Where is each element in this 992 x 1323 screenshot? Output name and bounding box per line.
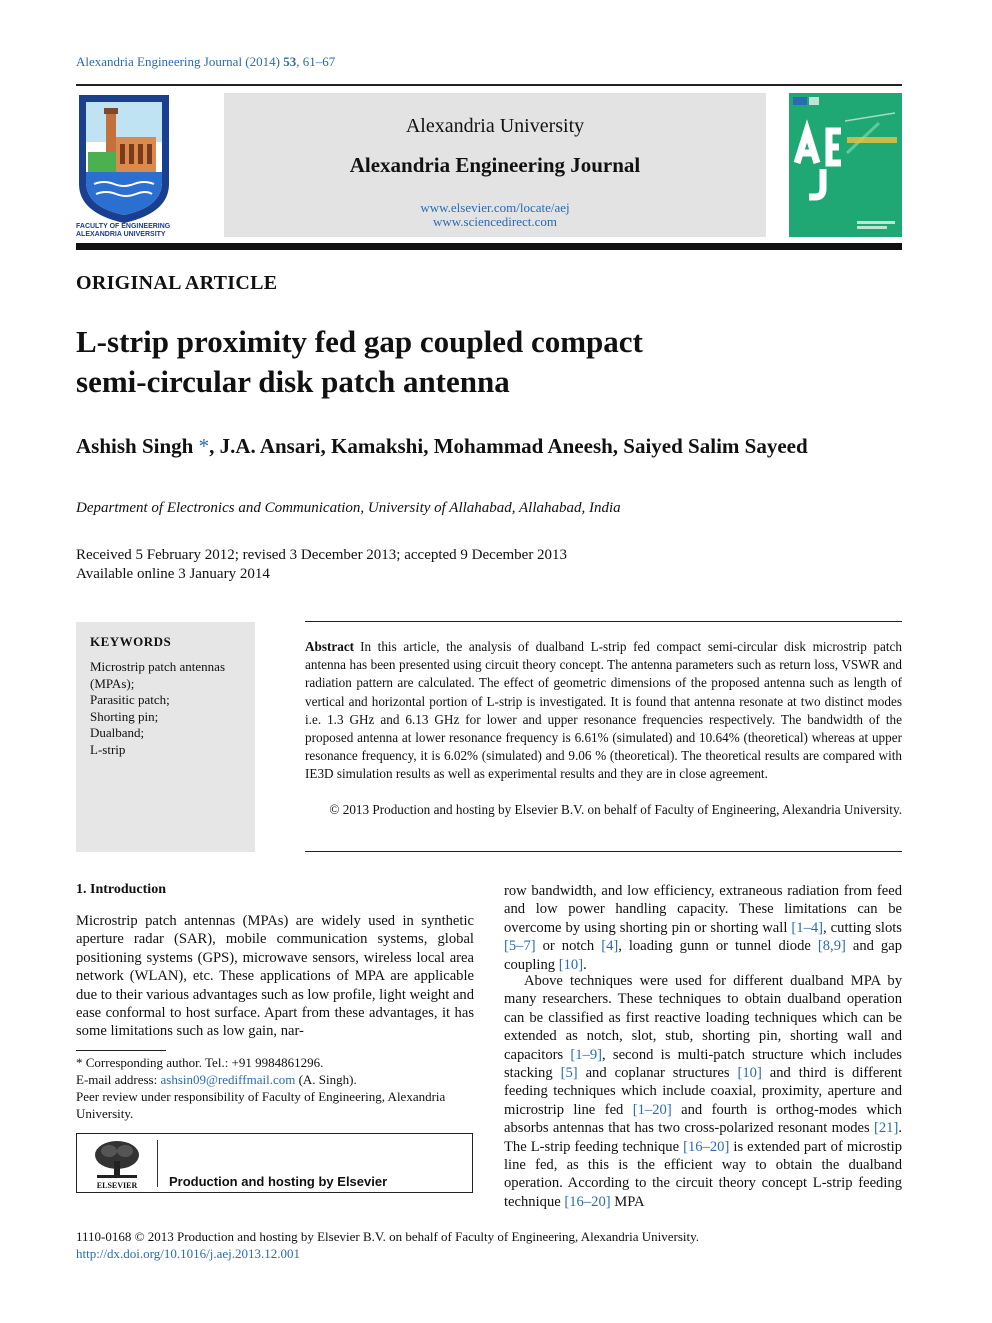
reference-link[interactable]: [5]	[560, 1065, 578, 1082]
abstract-top-rule	[305, 621, 902, 622]
text-run: and fourth is orthog-modes which absorbs antennas that has two cross-polarized resonant modes	[504, 1101, 902, 1137]
journal-cover-image	[789, 93, 902, 237]
faculty-of-engineering-logo	[76, 92, 172, 240]
text-run: and gap coupling	[504, 938, 902, 973]
received-dates: Received 5 February 2012; revised 3 December 2013; accepted 9 December 2013	[76, 547, 568, 563]
author-list	[76, 434, 808, 459]
email-label: E-mail address:	[76, 1072, 161, 1087]
journal-citation[interactable]	[76, 54, 335, 70]
citation-journal: Alexandria Engineering Journal (2014)	[76, 54, 280, 69]
text-run: , loading gunn or tunnel diode	[618, 938, 818, 955]
text-run: Above techniques were used for different dualband MPA by many researchers. These techniques to obtain dualband operation can be classified as first reactive loading techniques which can be extended as notch, slot, stub, shorting pin, shorting wall and capacitors	[504, 973, 902, 1063]
article-type: ORIGINAL ARTICLE	[76, 272, 278, 294]
affiliation: Department of Electronics and Communication, University of Allahabad, Allahabad, India	[76, 500, 621, 516]
keywords-title: KEYWORDS	[90, 634, 172, 649]
article-title	[76, 322, 836, 402]
keyword-item: Microstrip patch antennas (MPAs);	[90, 659, 226, 691]
text-run: and coplanar structures	[577, 1065, 738, 1082]
email-note	[76, 1071, 474, 1088]
keyword-item: Parasitic patch;	[90, 692, 170, 707]
reference-link[interactable]: [16–20]	[564, 1193, 611, 1210]
abstract-copyright: © 2013 Production and hosting by Elsevier B.V. on behalf of Faculty of Engineering, Alexandria University.	[329, 802, 902, 817]
available-online: Available online 3 January 2014	[76, 566, 270, 582]
intro-paragraph-1-continued	[504, 882, 902, 974]
university-name: Alexandria University	[405, 115, 585, 137]
abstract	[305, 638, 902, 784]
keyword-item: L-strip	[90, 741, 126, 757]
journal-url-sciencedirect[interactable]: www.sciencedirect.com	[432, 214, 558, 229]
email-tail: (A. Singh).	[295, 1072, 357, 1087]
corresponding-author-marker[interactable]: *	[198, 434, 210, 458]
elsevier-divider	[157, 1140, 158, 1187]
elsevier-hosting-box	[76, 1133, 473, 1193]
corresponding-author-note: * Corresponding author. Tel.: +91 9984861296.	[76, 1055, 324, 1070]
reference-link[interactable]: [10]	[737, 1065, 762, 1082]
hosting-text: Production and hosting by Elsevier	[169, 1174, 388, 1189]
citation-pages: , 61–67	[296, 54, 336, 69]
text-run: or notch	[535, 938, 602, 955]
title-line-1: L-strip proximity fed gap coupled compact	[76, 324, 643, 359]
footnote-rule	[76, 1050, 166, 1051]
reference-link[interactable]: [5–7]	[504, 938, 536, 955]
text-run: , second is multi-patch structure which includes stacking	[504, 1046, 902, 1082]
footnotes	[76, 1054, 474, 1122]
title-line-2: semi-circular disk patch antenna	[76, 364, 510, 399]
text-run: .	[583, 956, 587, 973]
keyword-item: Shorting pin;	[90, 708, 159, 724]
keywords-box	[76, 622, 255, 852]
peer-review-note: Peer review under responsibility of Faculty of Engineering, Alexandria University.	[76, 1089, 446, 1121]
first-author: Ashish Singh	[76, 434, 194, 458]
author-email-link[interactable]: ashsin09@rediffmail.com	[160, 1072, 296, 1087]
other-authors: , J.A. Ansari, Kamakshi, Mohammad Aneesh, Saiyed Salim Sayeed	[209, 434, 808, 458]
banner-bottom-rule	[76, 243, 902, 250]
citation-volume: 53	[283, 54, 297, 69]
text-run: and third is different feeding techniques which include coaxial, proximity, aperture and microstrip line fed	[504, 1065, 902, 1118]
journal-url-elsevier[interactable]: www.elsevier.com/locate/aej	[420, 200, 570, 215]
reference-link[interactable]: [10]	[558, 956, 584, 973]
issn-copyright: 1110-0168 © 2013 Production and hosting by Elsevier B.V. on behalf of Faculty of Engineering, Alexandria University.	[76, 1229, 700, 1244]
abstract-bottom-rule	[305, 851, 902, 852]
faculty-line-2: ALEXANDRIA UNIVERSITY	[76, 231, 166, 238]
text-run: . The L-strip feeding technique	[504, 1120, 902, 1155]
section-heading-introduction: 1. Introduction	[76, 882, 166, 897]
text-run: MPA	[610, 1193, 645, 1210]
doi-link[interactable]: http://dx.doi.org/10.1016/j.aej.2013.12.001	[76, 1246, 301, 1261]
elsevier-tree-logo	[91, 1139, 143, 1189]
reference-link[interactable]: [16–20]	[683, 1138, 730, 1155]
reference-link[interactable]: [4]	[601, 938, 619, 955]
keyword-item: Dualband;	[90, 725, 145, 740]
reference-link[interactable]: [8,9]	[817, 938, 846, 955]
journal-name: Alexandria Engineering Journal	[349, 153, 641, 177]
faculty-line-1: FACULTY OF ENGINEERING	[76, 223, 171, 230]
text-run: row bandwidth, and low efficiency, extraneous radiation from feed and low power handling capacity. These limitations can be overcome by using shorting pin or shorting wall	[504, 883, 902, 936]
abstract-label: Abstract	[305, 639, 355, 654]
abstract-text: In this article, the analysis of dualband L-strip fed compact semi-circular disk microstrip patch antenna has been presented using circuit theory concept. The antenna parameters such as return loss, VSWR and radiation pattern are calculated. The effect of geometric dimensions of the proposed antenna such as length of vertical and horizontal portion of L-strip is investigated. It is found that antenna resonate at two distinct modes i.e. 1.3 GHz and 6.13 GHz for lower and upper resonance frequencies respectively. The bandwidth of the proposed antenna at lower resonance frequency is 6.61% (simulated) and 10.64% (theoretical) whereas at upper resonance frequency, it is 6.02% (simulated) and 9.06 % (theoretical). The theoretical results are compared with IE3D simulation results as well as experimental results and they are in close agreement.	[305, 639, 902, 782]
article-dates	[76, 546, 567, 584]
intro-paragraph-1: Microstrip patch antennas (MPAs) are widely used in synthetic aperture radar (SAR), mobile communication systems, global positioning systems (GPS), microwave sensors, wireless local area network (WLAN), etc. These applications of MPA are applicable due to their various advantages such as low profile, light weight and ease conformal to host surface. Apart from these advantages, it has some limitations such as low gain, nar-	[76, 913, 474, 1040]
reference-link[interactable]: [1–4]	[791, 919, 824, 936]
text-run: , cutting slots	[823, 919, 902, 936]
journal-banner	[224, 93, 766, 237]
reference-link[interactable]: [1–20]	[632, 1101, 672, 1118]
text-run: is extended part of microstip line fed, as this is the efficient way to obtain the dualband operation. According to the circuit theory concept L-strip feeding technique	[504, 1138, 902, 1210]
page-footer	[76, 1228, 699, 1262]
banner-top-rule	[76, 84, 902, 86]
keywords-list	[90, 659, 250, 758]
elsevier-logo-text: ELSEVIER	[96, 1181, 138, 1190]
intro-paragraph-2	[504, 972, 902, 1211]
reference-link[interactable]: [21]	[874, 1120, 899, 1137]
reference-link[interactable]: [1–9]	[570, 1046, 603, 1063]
